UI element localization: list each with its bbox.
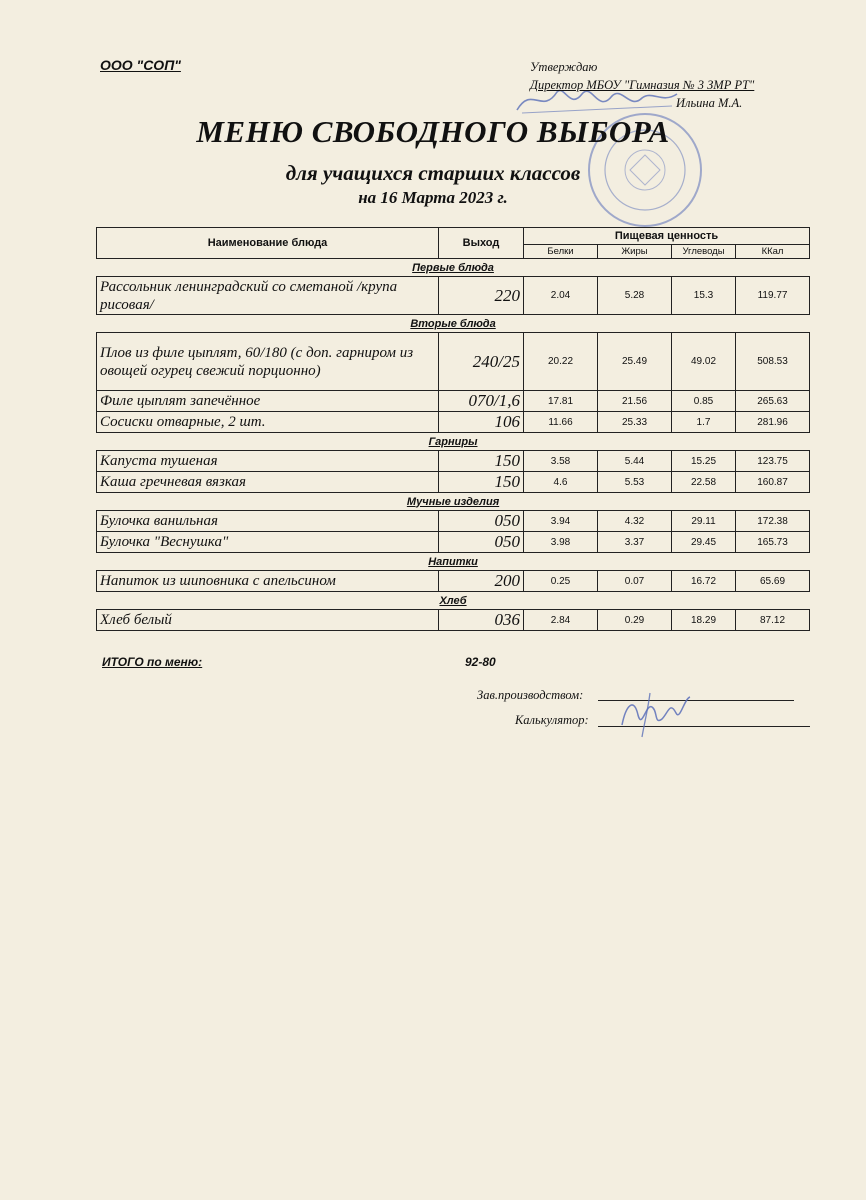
dish-carbs: 29.11 — [672, 511, 736, 532]
section-row — [97, 553, 810, 571]
page-subtitle: для учащихся старших классов — [285, 161, 581, 185]
header-kcal: ККал — [736, 244, 810, 258]
section-row — [97, 259, 810, 277]
section-row — [97, 493, 810, 511]
dish-carbs: 1.7 — [672, 412, 736, 433]
dish-fat: 0.07 — [598, 571, 672, 592]
dish-protein: 3.98 — [524, 532, 598, 553]
table-row — [97, 610, 810, 631]
dish-yield: 220 — [439, 277, 524, 315]
section-title: Вторые блюда — [97, 315, 810, 333]
page-title: МЕНЮ СВОБОДНОГО ВЫБОРА — [196, 114, 670, 149]
table-row — [97, 451, 810, 472]
header-dish-name: Наименование блюда — [97, 228, 439, 259]
menu-table — [96, 227, 810, 631]
table-row — [97, 277, 810, 315]
dish-protein: 4.6 — [524, 472, 598, 493]
dish-fat: 5.44 — [598, 451, 672, 472]
dish-fat: 3.37 — [598, 532, 672, 553]
section-row — [97, 315, 810, 333]
table-row — [97, 391, 810, 412]
total-label: ИТОГО по меню: — [102, 655, 203, 669]
production-head-label: Зав.производством: — [477, 688, 584, 702]
table-row — [97, 412, 810, 433]
dish-name: Каша гречневая вязкая — [97, 472, 439, 493]
dish-carbs: 15.25 — [672, 451, 736, 472]
calculator-label: Калькулятор: — [515, 713, 589, 727]
section-title: Гарниры — [97, 433, 810, 451]
dish-yield: 200 — [439, 571, 524, 592]
dish-kcal: 508.53 — [736, 333, 810, 391]
dish-kcal: 119.77 — [736, 277, 810, 315]
dish-protein: 11.66 — [524, 412, 598, 433]
approver-name: Ильина М.А. — [676, 96, 743, 110]
section-title: Первые блюда — [97, 259, 810, 277]
dish-kcal: 65.69 — [736, 571, 810, 592]
dish-yield: 050 — [439, 511, 524, 532]
dish-yield: 050 — [439, 532, 524, 553]
dish-carbs: 15.3 — [672, 277, 736, 315]
approver-position: Директор МБОУ "Гимназия № 3 ЗМР РТ" — [530, 78, 755, 92]
table-row — [97, 511, 810, 532]
dish-protein: 17.81 — [524, 391, 598, 412]
header-yield: Выход — [439, 228, 524, 259]
dish-yield: 036 — [439, 610, 524, 631]
dish-kcal: 281.96 — [736, 412, 810, 433]
approve-word: Утверждаю — [530, 60, 598, 74]
dish-name: Рассольник ленинградский со сметаной /крупа рисовая/ — [97, 277, 439, 315]
dish-yield: 240/25 — [439, 333, 524, 391]
section-row — [97, 433, 810, 451]
approval-block — [530, 58, 754, 112]
table-row — [97, 571, 810, 592]
dish-fat: 25.49 — [598, 333, 672, 391]
dish-carbs: 22.58 — [672, 472, 736, 493]
dish-kcal: 265.63 — [736, 391, 810, 412]
menu-date: на 16 Марта 2023 г. — [358, 188, 508, 207]
section-row — [97, 592, 810, 610]
table-row — [97, 333, 810, 391]
header-carbs: Углеводы — [672, 244, 736, 258]
dish-name: Булочка ванильная — [97, 511, 439, 532]
dish-carbs: 29.45 — [672, 532, 736, 553]
dish-name: Напиток из шиповника с апельсином — [97, 571, 439, 592]
dish-yield: 150 — [439, 472, 524, 493]
header-nutrition: Пищевая ценность — [524, 228, 810, 245]
header-protein: Белки — [524, 244, 598, 258]
dish-kcal: 165.73 — [736, 532, 810, 553]
dish-fat: 5.28 — [598, 277, 672, 315]
dish-fat: 0.29 — [598, 610, 672, 631]
dish-protein: 3.58 — [524, 451, 598, 472]
dish-fat: 5.53 — [598, 472, 672, 493]
dish-protein: 3.94 — [524, 511, 598, 532]
dish-fat: 25.33 — [598, 412, 672, 433]
table-row — [97, 472, 810, 493]
dish-kcal: 160.87 — [736, 472, 810, 493]
dish-yield: 106 — [439, 412, 524, 433]
dish-fat: 21.56 — [598, 391, 672, 412]
dish-protein: 2.84 — [524, 610, 598, 631]
section-title: Хлеб — [97, 592, 810, 610]
dish-name: Капуста тушеная — [97, 451, 439, 472]
header-fat: Жиры — [598, 244, 672, 258]
dish-yield: 150 — [439, 451, 524, 472]
dish-carbs: 16.72 — [672, 571, 736, 592]
dish-protein: 2.04 — [524, 277, 598, 315]
total-value: 92-80 — [465, 655, 496, 669]
dish-fat: 4.32 — [598, 511, 672, 532]
section-title: Напитки — [97, 553, 810, 571]
dish-kcal: 123.75 — [736, 451, 810, 472]
dish-name: Филе цыплят запечённое — [97, 391, 439, 412]
dish-name: Хлеб белый — [97, 610, 439, 631]
dish-kcal: 87.12 — [736, 610, 810, 631]
dish-protein: 0.25 — [524, 571, 598, 592]
dish-carbs: 18.29 — [672, 610, 736, 631]
dish-carbs: 0.85 — [672, 391, 736, 412]
calculator-signature-icon — [612, 685, 712, 740]
organization-name: ООО "СОП" — [100, 57, 181, 73]
dish-kcal: 172.38 — [736, 511, 810, 532]
dish-name: Плов из филе цыплят, 60/180 (с доп. гарниром из овощей огурец свежий порционно) — [97, 333, 439, 391]
table-row — [97, 532, 810, 553]
dish-protein: 20.22 — [524, 333, 598, 391]
section-title: Мучные изделия — [97, 493, 810, 511]
dish-name: Сосиски отварные, 2 шт. — [97, 412, 439, 433]
dish-carbs: 49.02 — [672, 333, 736, 391]
dish-yield: 070/1,6 — [439, 391, 524, 412]
dish-name: Булочка "Веснушка" — [97, 532, 439, 553]
